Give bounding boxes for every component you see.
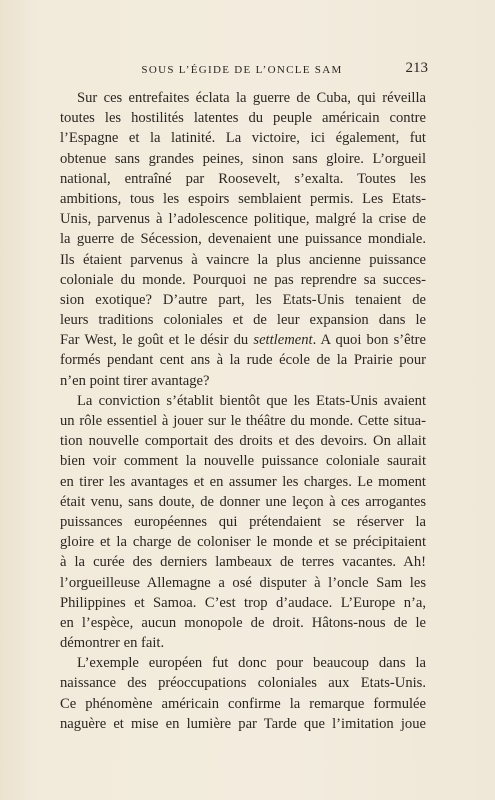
text-line: puissances européennes qui prétendaient se réserver la (60, 513, 426, 530)
text-line: en tirer les avantages et en assumer les charges. Le moment (60, 473, 426, 490)
text-line: était venu, sans doute, de donner une leçon à ces arrogantes (60, 493, 426, 510)
page-number: 213 (405, 60, 428, 76)
text-line: sion exotique? D’autre part, les Etats-Unis tenaient de (60, 291, 426, 308)
text-line: naissance des préoccupations coloniales aux Etats-Unis. (60, 675, 426, 692)
text-line: national, entraîné par Roosevelt, s’exalta. Toutes les (60, 170, 426, 187)
text-line: formés pendant cent ans à la rude école de la Prairie pour (60, 352, 426, 369)
italic-word: settlement (253, 332, 313, 349)
text-line: la guerre de Sécession, devenaient une puissance mondiale. (60, 231, 426, 248)
text-line: obtenue sans grandes peines, sinon sans gloire. L’orgueil (60, 150, 426, 167)
text-line: tion nouvelle comportait des droits et des devoirs. On allait (60, 433, 426, 450)
text-line: bien voir comment la nouvelle puissance coloniale saurait (60, 453, 426, 470)
text-line: en l’espèce, aucun monopole de droit. Hâtons-nous de le (60, 614, 426, 631)
page-header (60, 60, 428, 82)
text-line: l’Espagne et la latinité. La victoire, ici également, fut (60, 130, 426, 147)
text-line: Ils étaient parvenus à vaincre la plus ancienne puissance (60, 251, 426, 268)
text-line: leurs traditions coloniales et de leur expansion dans le (60, 312, 426, 329)
text-line: Sur ces entrefaites éclata la guerre de Cuba, qui réveilla (77, 90, 426, 106)
text-line: à la curée des derniers lambeaux de terres vacantes. Ah! (60, 554, 426, 571)
body-text (60, 88, 426, 734)
text-line: Unis, parvenus à l’adolescence politique, malgré la crise de (60, 211, 426, 228)
text-line: Ce phénomène américain confirme la remarque formulée (60, 695, 426, 712)
text-line: démontrer en fait. (60, 635, 165, 652)
text-line: Far West, le goût et le désir du settlement. A quoi bon s’être (60, 332, 426, 349)
text-line: Philippines et Samoa. C’est trop d’audace. L’Europe n’a, (60, 594, 426, 611)
text-line: toutes les hostilités latentes du peuple américain contre (60, 110, 426, 127)
running-title: SOUS L’ÉGIDE DE L’ONCLE SAM (141, 64, 343, 76)
text-line: l’orgueilleuse Allemagne a osé disputer à l’oncle Sam les (60, 574, 426, 591)
text-line: La conviction s’établit bientôt que les Etats-Unis avaient (77, 392, 426, 409)
text-line: naguère et mise en lumière par Tarde que l’imitation joue (60, 715, 426, 732)
text-line: coloniale du monde. Pourquoi ne pas reprendre sa succes- (60, 271, 426, 288)
text-line: gloire et la charge de coloniser le monde et se précipitaient (60, 534, 426, 551)
text-line: ambitions, tous les espoirs semblaient permis. Les Etats- (60, 190, 426, 207)
text-line: L’exemple européen fut donc pour beaucoup dans la (77, 655, 426, 672)
text-line: un rôle essentiel à jouer sur le théâtre du monde. Cette situa- (60, 413, 426, 429)
text-line: n’en point tirer avantage? (60, 372, 210, 389)
